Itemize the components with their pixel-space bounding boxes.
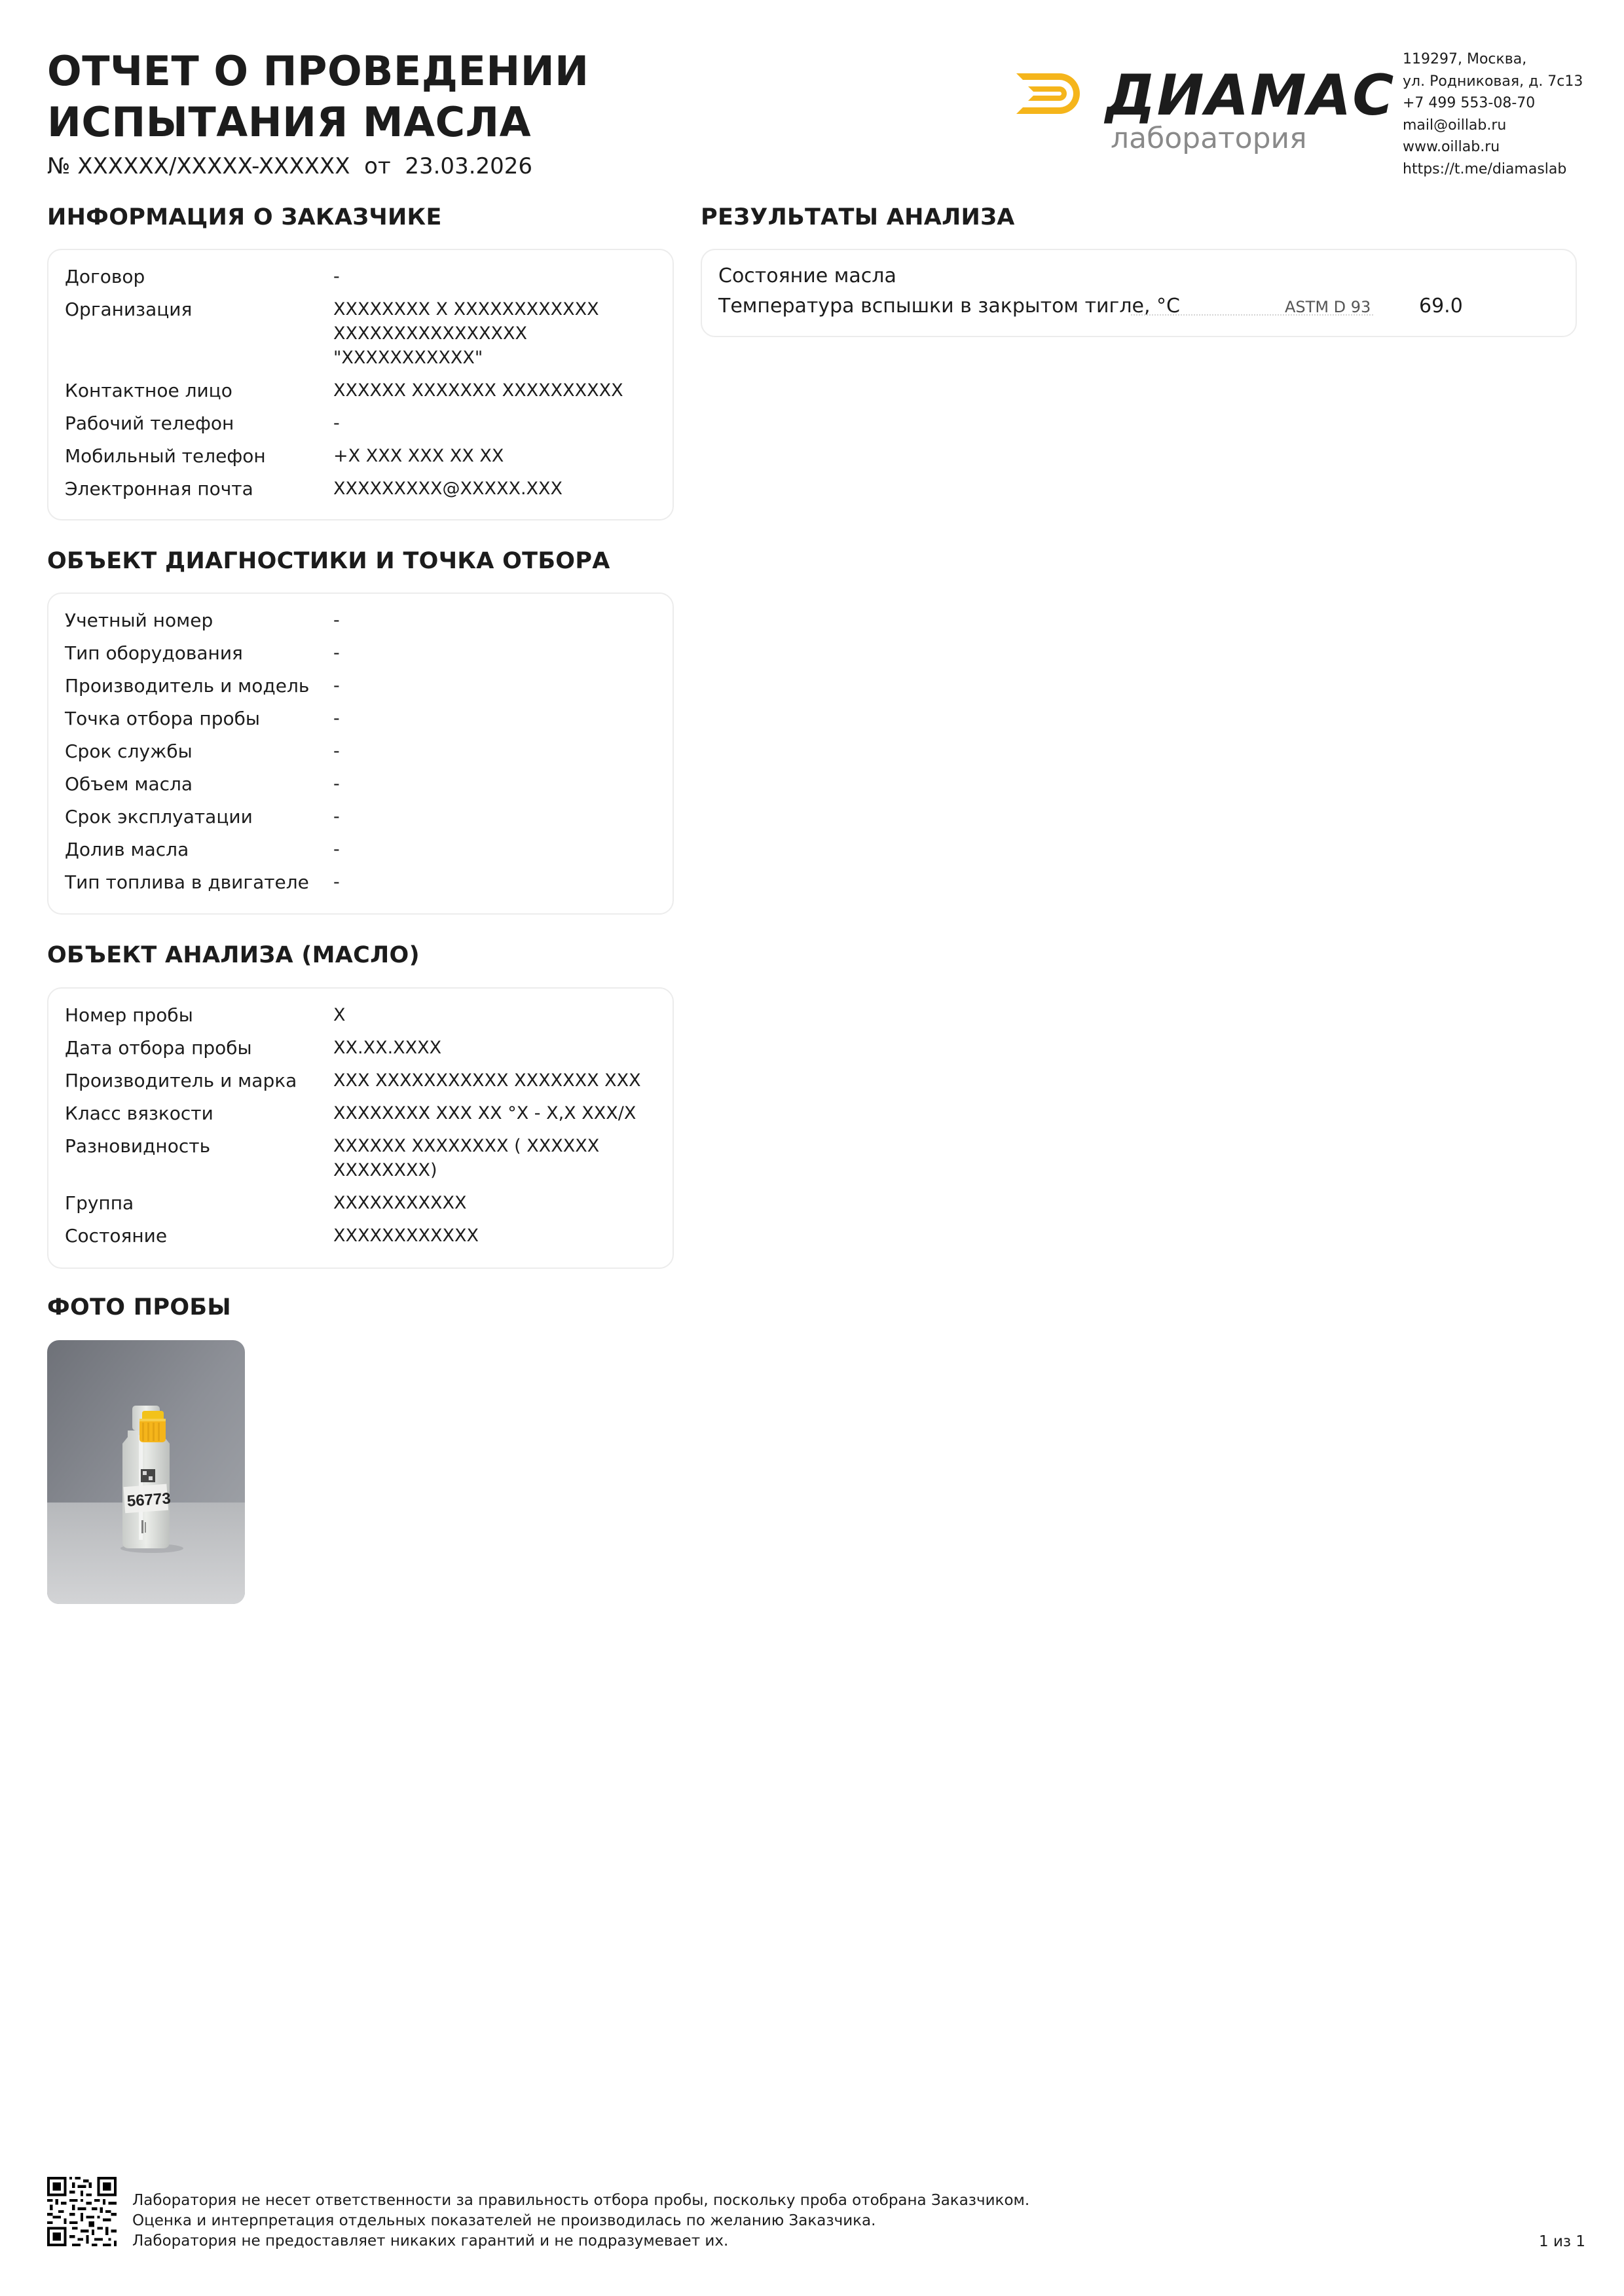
row-value: - (333, 774, 340, 794)
analysis-row-viscosity-class (65, 1101, 674, 1125)
row-label: Тип оборудования (65, 642, 243, 664)
disclaimer-line-1: Лаборатория не несет ответственности за правильность отбора пробы, поскольку проба отобрана Заказчиком. (132, 2192, 1030, 2209)
row-label: Электронная почта (65, 478, 253, 500)
row-value: - (333, 610, 340, 630)
sample-bottle-image (47, 1340, 245, 1604)
row-value: XXXXXXXXXXX (333, 1193, 467, 1213)
results-section-title: РЕЗУЛЬТАТЫ АНАЛИЗА (701, 204, 1015, 230)
number-value: XXXXXX/XXXXX-XXXXXX (77, 153, 350, 179)
row-label: Класс вязкости (65, 1102, 213, 1124)
diagnostic-row-service-life (65, 739, 674, 763)
results-card (701, 249, 1577, 337)
logo-mark-icon (1014, 71, 1086, 117)
contact-telegram[interactable]: https://t.me/diamaslab (1403, 160, 1567, 177)
row-value: - (333, 266, 340, 287)
row-value (333, 1134, 674, 1182)
row-value-line-2: XXXXXXXXXXXXXXXX (333, 323, 527, 344)
row-value: - (333, 413, 340, 433)
customer-row-contact-person (65, 378, 674, 403)
row-label: Мобильный телефон (65, 445, 266, 467)
row-label: Срок эксплуатации (65, 806, 253, 828)
customer-row-mobile-phone (65, 444, 674, 468)
row-label: Учетный номер (65, 610, 213, 631)
row-label: Производитель и модель (65, 675, 310, 697)
date-prefix: от (364, 153, 391, 179)
row-label: Тип топлива в двигателе (65, 871, 309, 893)
row-label: Состояние (65, 1225, 168, 1247)
row-value: XX.XX.XXXX (333, 1038, 442, 1058)
row-label: Группа (65, 1192, 134, 1214)
qr-code-icon (47, 2177, 117, 2246)
bottle-label-number: 56773 (126, 1489, 172, 1510)
row-value: - (333, 872, 340, 892)
photo-section-title: ФОТО ПРОБЫ (47, 1294, 231, 1321)
row-value: - (333, 708, 340, 729)
row-label: Долив масла (65, 839, 189, 860)
row-label: Производитель и марка (65, 1070, 297, 1091)
diagnostic-row-oil-volume (65, 772, 674, 796)
analysis-row-brand (65, 1068, 674, 1093)
row-value-line-1: XXXXXXXX X XXXXXXXXXXXX (333, 299, 599, 319)
results-group-label: Состояние масла (718, 264, 896, 287)
row-label: Дата отбора пробы (65, 1037, 252, 1059)
row-label: Разновидность (65, 1135, 211, 1157)
row-value: XXXXXXXXX@XXXXX.XXX (333, 479, 563, 499)
row-value: +X XXX XXX XX XX (333, 446, 504, 466)
analysis-row-variety (65, 1134, 674, 1182)
customer-row-email (65, 477, 674, 501)
disclaimer-line-3: Лаборатория не предоставляет никаких гарантий и не подразумевает их. (132, 2232, 729, 2250)
customer-row-contract (65, 264, 674, 289)
customer-row-work-phone (65, 411, 674, 435)
analysis-row-group (65, 1191, 674, 1215)
number-prefix: № (47, 153, 71, 179)
row-label: Договор (65, 266, 145, 287)
customer-card (47, 249, 674, 520)
row-value: - (333, 676, 340, 696)
row-value: XXXXXXXX XXX XX °X - X,X XXX/X (333, 1103, 637, 1123)
row-value: - (333, 643, 340, 663)
row-value: - (333, 807, 340, 827)
row-label: Точка отбора пробы (65, 708, 261, 729)
row-value: XXX XXXXXXXXXXX XXXXXXX XXX (333, 1070, 641, 1091)
analysis-row-condition (65, 1224, 674, 1248)
diagnostic-row-equipment-type (65, 641, 674, 665)
customer-row-organization (65, 297, 674, 370)
disclaimer-line-2: Оценка и интерпретация отдельных показателей не производилась по желанию Заказчика. (132, 2212, 876, 2229)
diagnostic-row-operating-time (65, 805, 674, 829)
row-value-line-2: XXXXXXXX) (333, 1160, 437, 1180)
results-row-flash-point (718, 293, 1558, 319)
row-label: Срок службы (65, 740, 193, 762)
sample-photo[interactable] (47, 1340, 245, 1604)
contact-email[interactable]: mail@oillab.ru (1403, 117, 1507, 134)
contact-address-street: ул. Родниковая, д. 7с13 (1403, 73, 1583, 90)
report-title-line-1: ОТЧЕТ О ПРОВЕДЕНИИ (47, 47, 589, 95)
row-value: - (333, 741, 340, 761)
contacts-block (1403, 48, 1583, 180)
analysis-row-sample-number (65, 1003, 674, 1027)
report-number (47, 152, 532, 181)
qr-code[interactable] (47, 2177, 117, 2246)
contact-phone[interactable]: +7 499 553-08-70 (1403, 95, 1536, 111)
analysis-object-section-title: ОБЪЕКТ АНАЛИЗА (МАСЛО) (47, 942, 420, 968)
row-value (333, 297, 674, 370)
diagnostic-row-sampling-point (65, 706, 674, 731)
row-label: Рабочий телефон (65, 412, 234, 434)
row-label: Номер пробы (65, 1004, 193, 1026)
diagnostic-row-fuel-type (65, 870, 674, 894)
row-label: Организация (65, 299, 193, 320)
result-value: 69.0 (1419, 295, 1463, 318)
row-value: XXXXXX XXXXXXX XXXXXXXXXX (333, 380, 623, 401)
footer-disclaimer (132, 2191, 1029, 2251)
row-value: XXXXXXXXXXXX (333, 1226, 479, 1246)
row-label: Контактное лицо (65, 380, 232, 401)
logo-name: ДИАМАС (1105, 63, 1395, 128)
diagnostic-row-account-number (65, 608, 674, 632)
company-logo (1014, 63, 1395, 161)
result-parameter-name: Температура вспышки в закрытом тигле, °C (718, 295, 1180, 318)
report-title (47, 46, 589, 148)
result-method: ASTM D 93 (1285, 298, 1371, 316)
row-value-line-1: XXXXXX XXXXXXXX ( XXXXXX (333, 1136, 600, 1156)
row-value: - (333, 839, 340, 860)
analysis-row-sampling-date (65, 1036, 674, 1060)
contact-address-city: 119297, Москва, (1403, 51, 1527, 67)
report-date: 23.03.2026 (405, 153, 533, 179)
row-value: X (333, 1005, 346, 1025)
analysis-object-card (47, 987, 674, 1269)
customer-section-title: ИНФОРМАЦИЯ О ЗАКАЗЧИКЕ (47, 204, 442, 230)
contact-website[interactable]: www.oillab.ru (1403, 139, 1500, 155)
diagnostic-section-title: ОБЪЕКТ ДИАГНОСТИКИ И ТОЧКА ОТБОРА (47, 548, 610, 574)
logo-subtitle: лаборатория (1111, 122, 1307, 155)
row-value-line-3: "XXXXXXXXXXX" (333, 348, 483, 368)
diagnostic-row-oil-top-up (65, 837, 674, 862)
report-title-line-2: ИСПЫТАНИЯ МАСЛА (47, 98, 532, 146)
page-number: 1 из 1 (1539, 2233, 1586, 2250)
diagnostic-card (47, 592, 674, 915)
row-label: Объем масла (65, 773, 193, 795)
diagnostic-row-manufacturer-model (65, 674, 674, 698)
